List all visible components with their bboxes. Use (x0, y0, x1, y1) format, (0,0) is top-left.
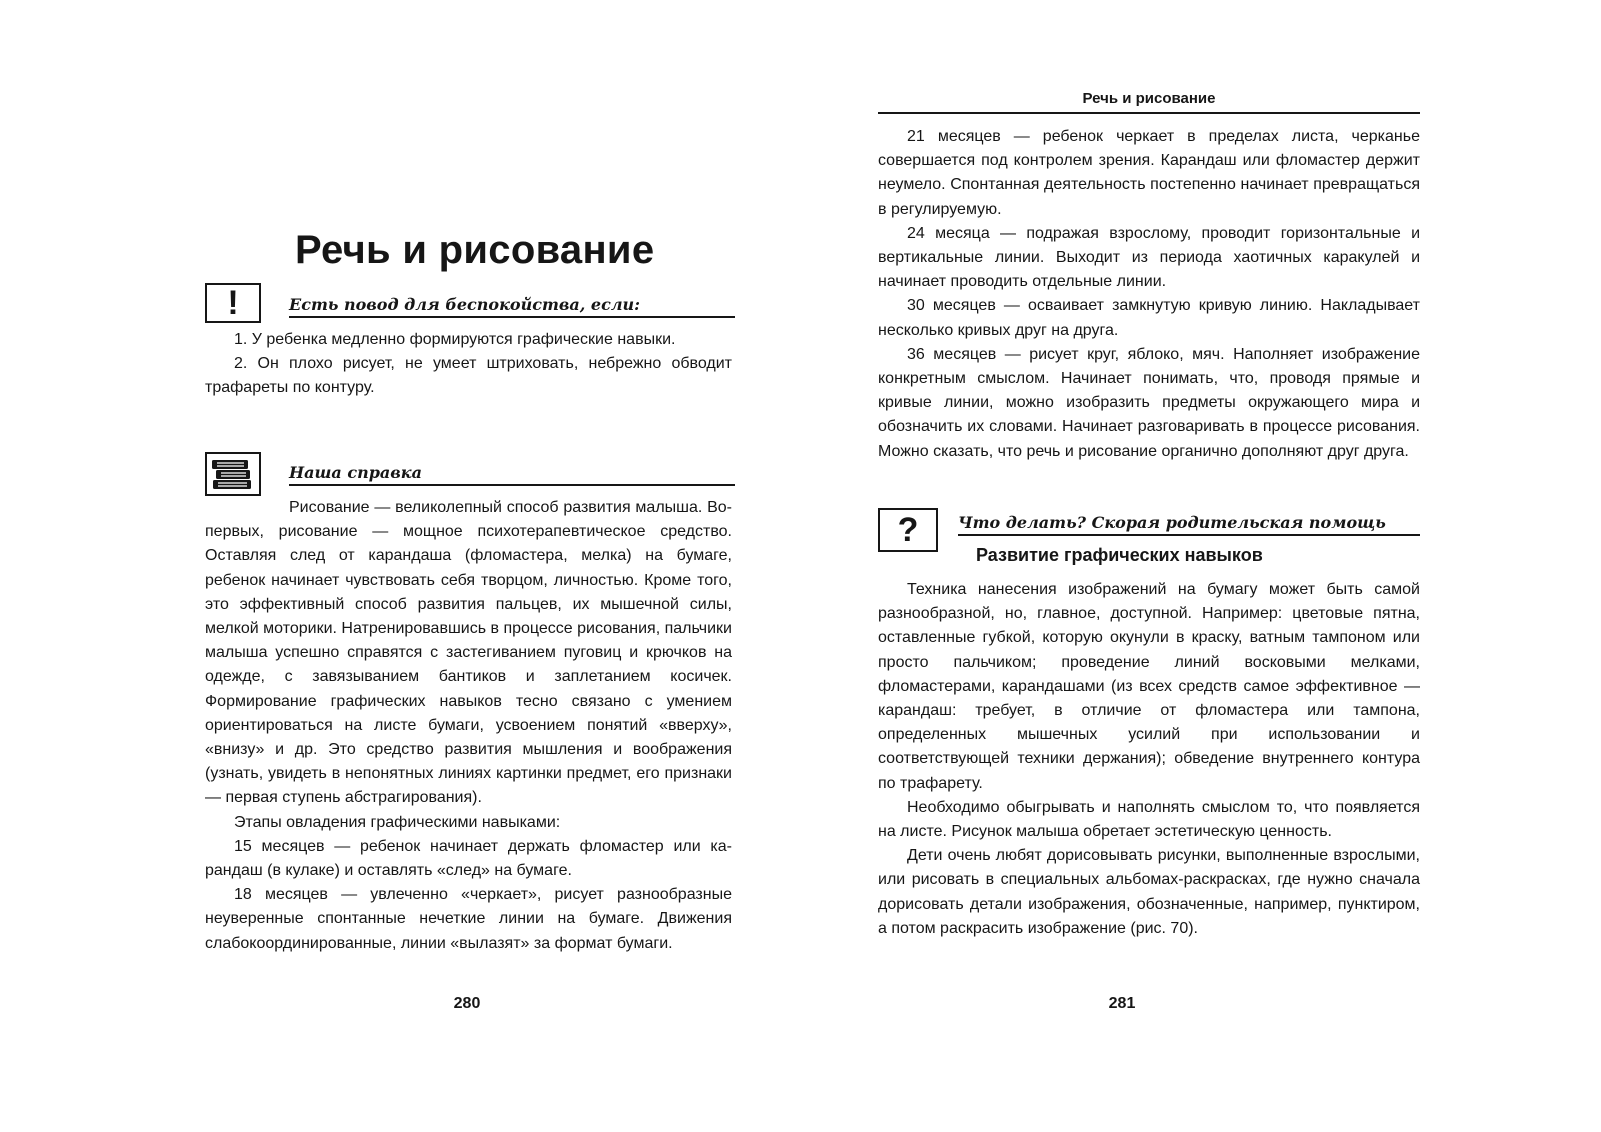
stage-36-months: 36 месяцев — рисует круг, яблоко, мяч. Наполняет изображение конкретным смыслом. Начинает понимать, что, проводя прямые и кривые линии, можно изобразить предметы окружающего мира и обозначить их словами. Начинает разговаривать в процессе рисования. Можно сказать, что речь и рисование органично дополняют друг друга. (878, 345, 1420, 460)
help-paragraph: Техника нанесения изображений на бумагу может быть самой разнообразной, но, главное, доступной. Например: цветовые пятна, оставленные губкой, которую окунули в краску, ватным тампоном или просто пальчиком; проведение линий восковыми мелками, фломастерами, карандашами (из всех средств самое эффективное — карандаш: требует, в отличие от фломастера или тампона, определенных мышечных усилий при использовании и соответствующей техники держания); обведение внутреннего контура по трафарету. (878, 581, 1420, 792)
subheading-graphic-skills: Развитие графических навыков (976, 545, 1263, 565)
help-paragraph: Дети очень любят дорисовывать рисунки, выполненные взрослыми, или рисовать в специальных альбомах-раскрасках, где нужно сначала дорисовать детали изображения, обозначенные, например, пунктиром, а потом раскрасить изображение (рис. 70). (878, 847, 1420, 937)
section-heading-help-text: Что делать? Скорая родительская помощь (958, 513, 1386, 532)
stage-15-months: 15 месяцев — ребенок начинает держать фломастер или карандаш (в кулаке) и оставлять «след» на бумаге. (205, 837, 732, 880)
books-icon-svg (211, 457, 255, 491)
list-item: 1. У ребенка медленно формируются графические навыки. (234, 331, 676, 348)
section-heading-concern-text: Есть повод для беспокойства, если: (289, 295, 641, 314)
help-paragraph: Необходимо обыгрывать и наполнять смыслом то, что появляется на листе. Рисунок малыша обретает эстетическую ценность. (878, 798, 1420, 841)
running-head: Речь и рисование (878, 88, 1420, 114)
list-item: 2. Он плохо рисует, не умеет штриховать, небрежно обводит трафареты по контуру. (205, 355, 732, 397)
question-icon (878, 508, 938, 552)
stage-24-months: 24 месяца — подражая взрослому, проводит горизонтальные и вертикальные линии. Выходит из периода хаотичных каракулей и начинает проводить отдельные линии. (878, 224, 1420, 291)
help-body (878, 578, 1420, 941)
stage-18-months: 18 месяцев — увлеченно «черкает», рисует разнообразные неуверенные спонтанные нечеткие линии на бумаге. Движения слабокоординированные, линии «вылазят» за формат бумаги. (205, 886, 732, 952)
page-number-right: 281 (1108, 995, 1136, 1012)
exclamation-glyph: ! (227, 284, 239, 322)
section-heading-reference (289, 456, 735, 486)
stage-21-months: 21 месяцев — ребенок черкает в пределах листа, черканье совершается под контролем зрения. Карандаш или фломастер держит неумело. Спонтанная деятельность постепенно начинает превращаться в регулируемую. (878, 128, 1420, 218)
section-heading-concern (289, 288, 735, 318)
exclamation-icon (205, 283, 261, 323)
section-heading-reference-text: Наша справка (289, 463, 422, 482)
stages-intro: Этапы овладения графическими навыками: (234, 813, 561, 831)
reference-body (205, 496, 732, 956)
books-icon (205, 452, 261, 496)
page-number-left: 280 (453, 995, 481, 1012)
stage-30-months: 30 месяцев — осваивает замкнутую кривую линию. Накладывает несколько кривых друг на друга. (878, 297, 1420, 339)
chapter-title: Речь и рисование (295, 228, 655, 272)
question-glyph: ? (897, 511, 919, 549)
concern-list (205, 328, 732, 401)
reference-paragraph: Рисование — великолепный способ развития малыша. Во-первых, рисование — мощное психотерапевтическое средство. Оставляя след от карандаша (фломастера, мелка) на бумаге, ребенок начинает чувствовать себя творцом, личностью. Кроме того, это эффективный способ развития пальцев, их мышечной силы, мелкой моторики. Натренировавшись в процессе рисования, пальчики малыша успешно справятся с застегиванием пуговиц и крючков на одежде, с завязыванием бантиков и заплетанием косичек. Формирование графических навыков тесно связано с умением ориентироваться на листе бумаги, усвоением понятий «вверху», «внизу» и др. Это средство развития мышления и воображения (узнать, увидеть в непонятных линиях картинки предмет, его признаки — первая ступень абстрагирования). (205, 499, 732, 807)
section-heading-help (958, 506, 1420, 536)
stages-continued (878, 125, 1420, 464)
